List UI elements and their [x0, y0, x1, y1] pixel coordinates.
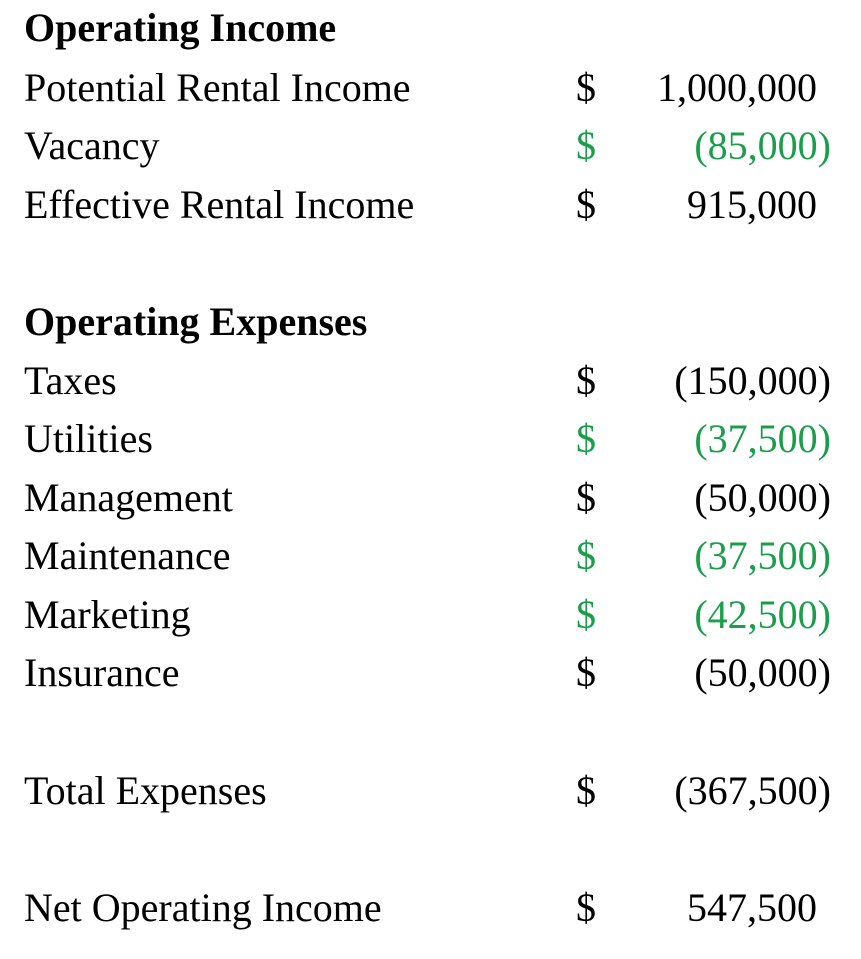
currency-symbol: $ — [576, 650, 596, 695]
row-label: Total Expenses — [24, 768, 267, 813]
row-amount: (50,000) — [694, 475, 831, 520]
row-amount: 547,500 — [687, 885, 817, 930]
currency-symbol: $ — [576, 182, 596, 227]
maintenance-row — [0, 532, 861, 580]
currency-symbol: $ — [576, 475, 596, 520]
row-amount: (37,500) — [694, 533, 831, 578]
row-amount: 1,000,000 — [657, 65, 817, 110]
potential-rental-income-row — [0, 64, 861, 112]
row-label: Maintenance — [24, 533, 231, 578]
insurance-row — [0, 649, 861, 697]
row-amount: (85,000) — [694, 123, 831, 168]
net-operating-income-row — [0, 884, 861, 932]
currency-symbol: $ — [576, 416, 596, 461]
row-label: Net Operating Income — [24, 885, 382, 930]
currency-symbol: $ — [576, 885, 596, 930]
currency-symbol: $ — [576, 768, 596, 813]
marketing-row — [0, 591, 861, 639]
row-amount: (150,000) — [674, 358, 831, 403]
effective-rental-income-row — [0, 181, 861, 229]
row-amount: (42,500) — [694, 592, 831, 637]
currency-symbol: $ — [576, 123, 596, 168]
total-expenses-row — [0, 767, 861, 815]
currency-symbol: $ — [576, 533, 596, 578]
utilities-row — [0, 415, 861, 463]
row-label: Insurance — [24, 650, 180, 695]
row-amount: (37,500) — [694, 416, 831, 461]
operating-expenses-heading: Operating Expenses — [24, 299, 368, 344]
row-label: Potential Rental Income — [24, 65, 411, 110]
vacancy-row — [0, 122, 861, 170]
row-amount: (367,500) — [674, 768, 831, 813]
row-label: Effective Rental Income — [24, 182, 415, 227]
row-label: Taxes — [24, 358, 117, 403]
taxes-row — [0, 357, 861, 405]
operating-income-heading: Operating Income — [24, 5, 337, 50]
currency-symbol: $ — [576, 358, 596, 403]
row-label: Marketing — [24, 592, 191, 637]
row-amount: (50,000) — [694, 650, 831, 695]
row-amount: 915,000 — [687, 182, 817, 227]
currency-symbol: $ — [576, 592, 596, 637]
row-label: Vacancy — [24, 123, 160, 168]
management-row — [0, 474, 861, 522]
row-label: Utilities — [24, 416, 153, 461]
row-label: Management — [24, 475, 233, 520]
currency-symbol: $ — [576, 65, 596, 110]
